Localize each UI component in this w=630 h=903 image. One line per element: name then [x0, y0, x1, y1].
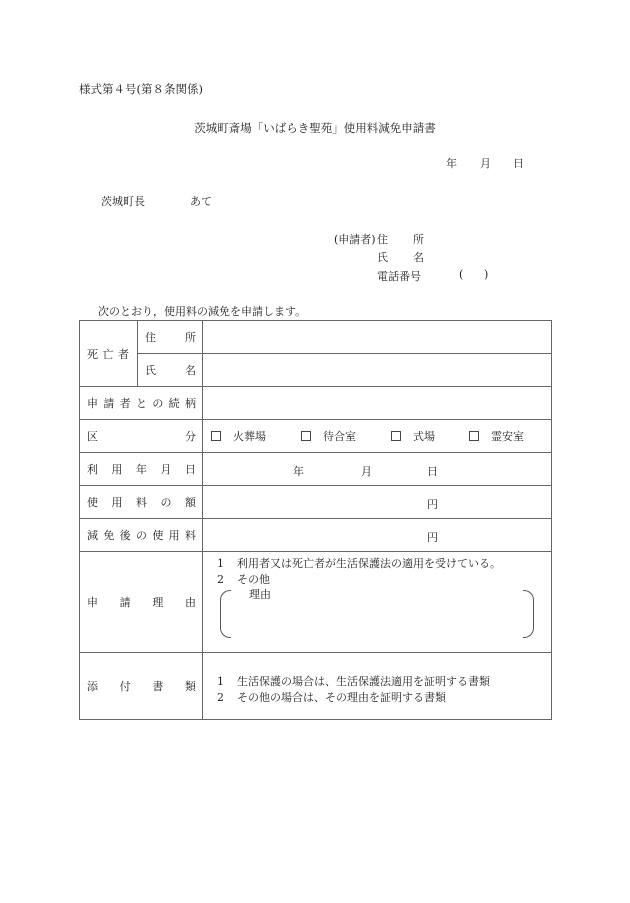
item-text: 生活保護の場合は、生活保護法適用を証明する書類	[237, 675, 490, 688]
applicant-name-label-1: 氏	[377, 251, 388, 264]
usage-month-label: 月	[361, 465, 372, 478]
fee-label	[80, 486, 203, 519]
label-char: 名	[185, 364, 196, 377]
label-char: 区	[87, 430, 98, 443]
label-char: 年	[136, 463, 147, 476]
label-char: 由	[184, 596, 196, 609]
label-char: 使	[87, 496, 98, 509]
label-char: 続	[168, 397, 180, 410]
deceased-address-field[interactable]	[203, 321, 552, 354]
label-char: 請	[103, 397, 115, 410]
deceased-name-field[interactable]	[203, 354, 552, 387]
applicant-address-label-2: 所	[413, 233, 424, 246]
label-char: 月	[160, 463, 172, 476]
applicant-address-label-1: 住	[377, 233, 388, 246]
application-form-table	[79, 320, 552, 720]
phone-paren-close: )	[484, 268, 489, 281]
item-text: 利用者又は死亡者が生活保護法の適用を受けている。	[237, 557, 501, 570]
label-char: 減	[87, 529, 98, 542]
label-char: 用	[168, 529, 180, 542]
addressee-suffix: あて	[190, 195, 212, 208]
label-char: 書	[152, 680, 164, 693]
reduced-fee-label	[80, 519, 203, 552]
label-char: 氏	[145, 364, 156, 377]
deceased-address-label	[138, 321, 203, 354]
relationship-label	[80, 387, 203, 420]
deceased-label-cell	[80, 321, 138, 387]
deceased-name-label	[138, 354, 203, 387]
label-char: 所	[185, 331, 196, 344]
usage-date-label	[80, 453, 203, 486]
form-number: 様式第４号(第８条関係)	[79, 82, 203, 96]
intro-text: 次のとおり，使用料の減免を申請します。	[98, 305, 307, 318]
checkbox-icon[interactable]	[211, 431, 221, 441]
label-char: 添	[87, 680, 98, 693]
label-char: 用	[111, 463, 123, 476]
addressee-name: 茨城町長	[101, 195, 145, 208]
yen-unit: 円	[427, 498, 438, 511]
checkbox-ceremony-hall[interactable]	[391, 428, 469, 444]
checkbox-label: 待合室	[323, 430, 356, 443]
label-char: 日	[185, 463, 196, 476]
item-number: 2	[217, 573, 224, 586]
label-char: 請	[119, 596, 131, 609]
label-char: 後	[119, 529, 131, 542]
reason-item-2[interactable]	[217, 571, 270, 587]
phone-paren-open: (	[459, 268, 464, 281]
relationship-field[interactable]	[203, 387, 552, 420]
date-month-label: 月	[480, 157, 491, 170]
label-char: 亡	[102, 347, 114, 361]
label-char: 料	[184, 529, 196, 542]
document-title: 茨城町斎場「いばらき聖苑」使用料減免申請書	[194, 121, 436, 135]
applicant-phone-label: 電話番号	[377, 270, 421, 283]
label-char: の	[160, 496, 172, 509]
fee-field[interactable]	[203, 486, 552, 519]
checkbox-label: 火葬場	[233, 430, 266, 443]
left-bracket	[220, 590, 231, 638]
label-char: 分	[185, 430, 196, 443]
usage-date-field[interactable]	[203, 453, 552, 486]
reason-item-1[interactable]	[217, 555, 501, 571]
right-bracket	[523, 590, 534, 638]
checkbox-crematorium[interactable]	[211, 428, 301, 444]
label-char: 用	[111, 496, 123, 509]
attachment-item-1	[217, 673, 490, 689]
checkbox-icon[interactable]	[469, 431, 479, 441]
checkbox-icon[interactable]	[301, 431, 311, 441]
category-options-cell	[203, 420, 552, 453]
label-char: 付	[119, 680, 131, 693]
attachments-label	[80, 653, 203, 720]
yen-unit: 円	[427, 531, 438, 544]
label-char: 死	[87, 347, 98, 361]
item-text: その他の場合は、その理由を証明する書類	[237, 691, 446, 704]
applicant-prefix: (申請者)	[334, 233, 376, 246]
label-char: の	[152, 397, 164, 410]
attachments-field	[203, 653, 552, 720]
label-char: 類	[184, 680, 196, 693]
label-char: 額	[185, 496, 196, 509]
checkbox-icon[interactable]	[391, 431, 401, 441]
label-char: 柄	[184, 397, 196, 410]
label-char: 理	[152, 596, 164, 609]
reduced-fee-field[interactable]	[203, 519, 552, 552]
label-char: 料	[136, 496, 147, 509]
label-char: 使	[152, 529, 164, 542]
label-char: 申	[87, 596, 98, 609]
date-year-label: 年	[446, 157, 457, 170]
reason-bracket-label: 理由	[249, 588, 271, 601]
item-number: 1	[217, 675, 224, 688]
reason-label	[80, 552, 203, 653]
checkbox-mortuary[interactable]	[469, 428, 524, 444]
usage-year-label: 年	[293, 465, 304, 478]
label-char: と	[135, 397, 147, 410]
reason-field[interactable]	[203, 552, 552, 653]
usage-day-label: 日	[427, 465, 438, 478]
attachment-item-2	[217, 689, 446, 705]
label-char: 申	[87, 397, 98, 410]
date-day-label: 日	[513, 157, 524, 170]
label-char: 住	[145, 331, 156, 344]
item-number: 2	[217, 691, 224, 704]
label-char: 免	[103, 529, 115, 542]
item-number: 1	[217, 557, 224, 570]
label-char: 者	[118, 347, 129, 361]
checkbox-waiting-room[interactable]	[301, 428, 391, 444]
label-char: の	[135, 529, 147, 542]
checkbox-label: 式場	[413, 430, 435, 443]
applicant-name-label-2: 名	[413, 251, 424, 264]
label-char: 者	[119, 397, 131, 410]
checkbox-label: 霊安室	[491, 430, 524, 443]
label-char: 利	[87, 463, 98, 476]
category-label	[80, 420, 203, 453]
item-text: その他	[237, 573, 270, 586]
